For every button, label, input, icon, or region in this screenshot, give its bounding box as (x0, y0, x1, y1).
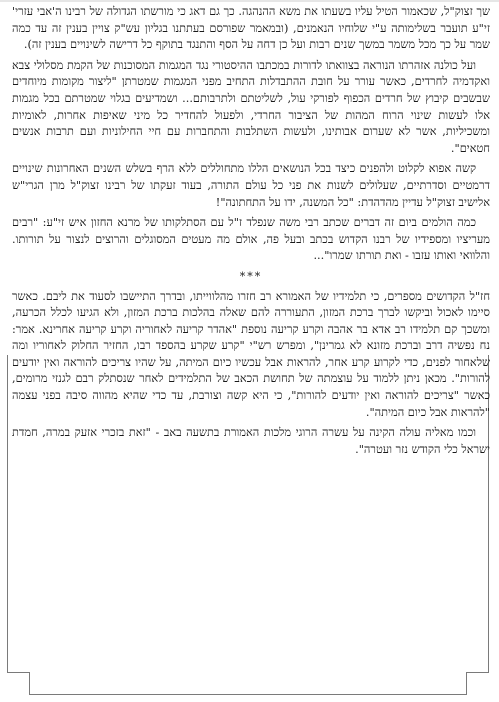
article-text (12, 4, 490, 462)
section-separator: *** (239, 269, 263, 283)
paragraph-2: ועל כולנה אזהרתו הנוראה בצוואתו לדורות במכתבו ההיסטורי נגד המגמות המסוכנות של הקמת מסלולי צבא ואקדמיה לחרדים, כאשר עורר על חובת ההתבדלות התחיב מפני המגמות שמטרתן "ליצור מקומות מיוחדים שבשבים קיבוץ של חרדים הכפוף לפורקי עול, לשליטתם ולתרבותם... ושמדיעים בגלוי שמטרתם בכל מגמות אלו לעשות שינוי הרוח המהות של הציבור החרדי, ולפעול להחדיר כל מיני שאיפות אחרות, לאומיות ומשכיליות, אשר לא שערום אבותינו, ולעשות השתלבות והתחברות עם חיי החילוניות ועם תרבות אנשים חטאים". (12, 58, 490, 155)
paragraph-3: קשה אפוא לקלוט ולהפנים כיצד בכל הנושאים הללו מתחוללים ללא הרף בשלש השנים האחרונות שינויים דרמטיים וסדרתיים, שעלולים לשנות את פני כל עולם התורה, בעוד זעקתו של רבינו זצוק"ל מרן הגרי"ש אלישיב זצוק"ל עדיין מהדהדת: "כל המשנה, ידו על התחתונה"! (12, 162, 490, 209)
paragraph-6: וכמו מאליה עולה הקינה על עשרה הרוגי מלכות האמורת בתשעה באב - "זאת בזכרי אזעק במרה, חמדת ישראל כלי הקודש נזר ועטרה". (12, 426, 490, 456)
paragraph-1: שך זצוק"ל, שכאמור הטיל עליו בשעתו את משא ההנהגה. כך גם דאג כי מורשתו הגדולה של רבינו ה'אבי עזרי' זי"ע תועבר בשלימותה ע"י שלוחיו הנאמנים, (ובמאמר שפורסם בעתתנו בגליון עש"ק צויין בענין זה עד כמה שמר על כך מכל משמר במשך שנים רבות ועל כן דחה על הסף והתנגד בתוקף כל דרישה לשינויים בענין זה). (12, 5, 490, 52)
paragraph-5: חז"ל הקדושים מספרים, כי תלמידיו של האמורא רב חזרו מהלווייתו, ובדרך התיישבו לסעוד את ליבם. כאשר סיימו לאכול וביקשו לברך ברכת המזון, התעוררה להם שאלה בהלכות ברכת המזון, ולא הגיעו לכלל הכרעה, ומשכך קם תלמידו רב אדא בר אהבה וקרע קריעה נוספת "אהדר קריעה לאחוריה וקרע קריעה אחרינא. אמר: נח נפשיה דרב וברכת מזונא לא גמרינן", ומפרש רש"י "קרע שקרע בהספד רבו, החזיר החלוק לאחוריו ומה שלאחור לפנים, כדי לקרוע קרע אחר, להראות אבל עכשיו כיום המיתה, על שהיו צריכים להוראה ואין יודעים להורות". מכאן ניתן ללמוד על עוצמתה של תחושת הכאב של התלמידים לאחר שנסתלק רבם לגנזי מרומים, כאשר "צריכים להוראה ואין יודעים להורות", כי היא קשה וצורבת, עד כדי שהיא מהווה סיבה בפני עצמה "להראות אבל כיום המיתה". (12, 289, 490, 419)
paragraph-4: כמה הולמים ביום זה דברים שכתב רבי משה שנפלד ז"ל עם הסתלקותו של מרנא החזון איש זי"ע: "רבים מעריציו ומספידיו של רבנו הקדוש בכתב ובעל פה, אולם מה מעטים המסוגלים והרוצים לנצור על תורותו. והלוואי ואותו עזבו - ואת תורתו שמרו"... (12, 216, 490, 263)
